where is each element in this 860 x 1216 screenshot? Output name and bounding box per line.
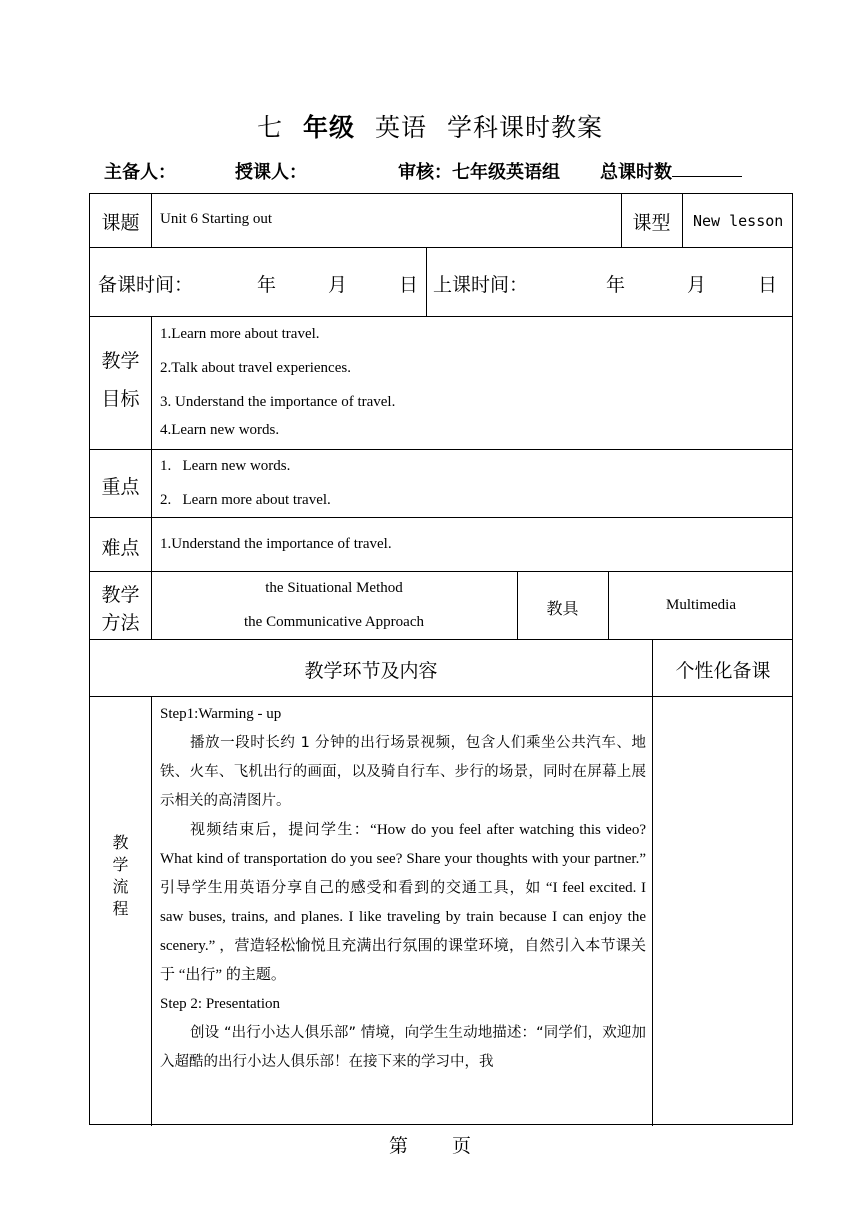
teacher-label: 授课人：: [235, 162, 307, 183]
class-year: 年: [606, 274, 626, 296]
method-label-2: 方法: [101, 612, 140, 634]
total-hours-label: 总课时数: [600, 162, 672, 183]
review-label: 审核：七年级英语组: [398, 162, 560, 183]
page-title: [0, 108, 860, 144]
goal-1: 1.Learn more about travel.: [160, 326, 320, 342]
total-hours-blank: [672, 158, 742, 177]
tools-label: 教具: [546, 599, 579, 618]
prep-month: 月: [328, 274, 348, 296]
prep-time-label: 备课时间：: [98, 274, 194, 296]
goal-3: 3. Understand the importance of travel.: [160, 394, 396, 410]
method-label-1: 教学: [101, 584, 140, 606]
goals-label-1: 教学: [101, 350, 140, 372]
key-point-1: 1. Learn new words.: [160, 458, 291, 474]
process-label: 教 学 流 程: [112, 833, 129, 918]
title-rest: 学科课时教案: [447, 113, 604, 142]
prep-day: 日: [399, 274, 419, 296]
topic-value: Unit 6 Starting out: [160, 211, 273, 227]
tools-value: Multimedia: [666, 597, 736, 613]
topic-label: 课题: [101, 212, 140, 234]
title-grade: 七: [256, 113, 283, 142]
difficulty-label: 难点: [101, 537, 140, 559]
page-label-left: 第: [388, 1135, 408, 1157]
goals-label-2: 目标: [101, 388, 140, 410]
class-month: 月: [687, 274, 707, 296]
header-info: [104, 158, 764, 188]
step2-title: Step 2: Presentation: [160, 996, 280, 1012]
key-point-2: 2. Learn more about travel.: [160, 492, 331, 508]
difficulty-value: 1.Understand the importance of travel.: [160, 536, 392, 552]
step1-paragraph-2: 视频结束后，提问学生：“How do you feel after watching this video? What kind of transportation do you see? Share your thoughts with your partner.” 引导学生用英语分享自己的感受和看到的交通工具，如 “I feel excited. I saw buses, trains, and planes. I like traveling by train because I can enjoy the scenery.” ，营造轻松愉悦且充满出行氛围的课堂环境，自然引入本节课关于 “出行” 的主题。: [160, 822, 646, 983]
prep-year: 年: [257, 274, 277, 296]
title-subject: 英语: [375, 113, 428, 142]
method-1: the Situational Method: [265, 580, 403, 596]
total-hours: [600, 158, 672, 184]
class-day: 日: [758, 274, 778, 296]
type-value: New lesson: [693, 212, 784, 230]
key-label: 重点: [101, 476, 140, 498]
process-header: 教学环节及内容: [304, 660, 438, 682]
type-label: 课型: [632, 212, 671, 234]
page-label-right: 页: [452, 1135, 472, 1157]
step1-paragraph-1: 播放一段时长约 1 分钟的出行场景视频，包含人们乘坐公共汽车、地铁、火车、飞机出行的画面，以及骑自行车、步行的场景，同时在屏幕上展示相关的高清图片。: [160, 735, 646, 809]
class-time-label: 上课时间：: [433, 274, 529, 296]
step2-paragraph-1: 创设 “出行小达人俱乐部” 情境，向学生生动地描述：“同学们，欢迎加入超酷的出行小达人俱乐部！在接下来的学习中，我: [160, 1025, 646, 1070]
goal-4: 4.Learn new words.: [160, 422, 280, 438]
step1-title: Step1:Warming - up: [160, 706, 282, 722]
title-grade-suffix: 年级: [302, 113, 355, 142]
goal-2: 2.Talk about travel experiences.: [160, 360, 351, 376]
method-2: the Communicative Approach: [244, 614, 424, 630]
page-footer: [0, 1131, 860, 1158]
personal-header: 个性化备课: [675, 660, 771, 682]
process-content: [160, 700, 646, 1077]
preparer-label: 主备人：: [104, 162, 176, 183]
lesson-plan-table: [89, 193, 793, 1125]
